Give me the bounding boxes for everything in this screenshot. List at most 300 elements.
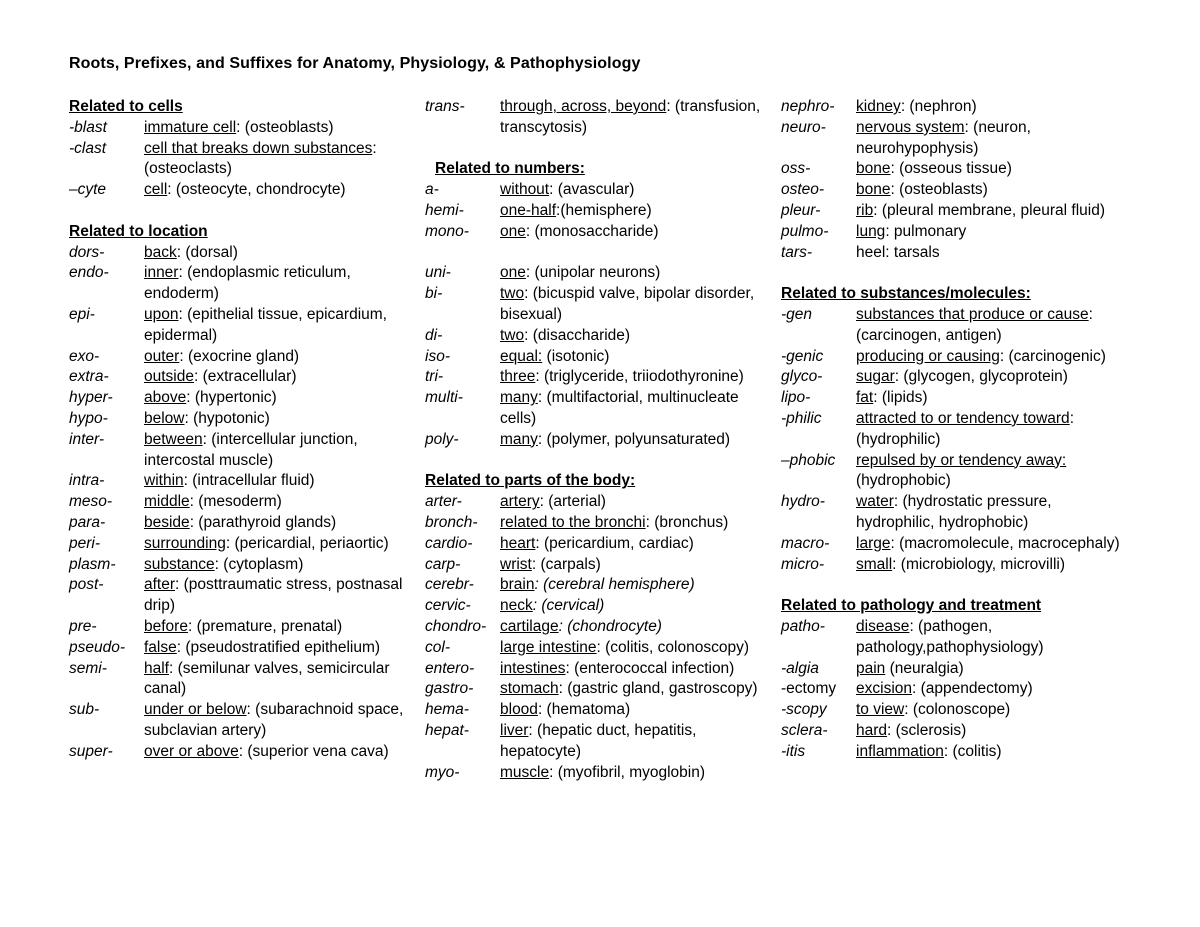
- entry-definition: [144, 347, 414, 368]
- entry-term: cardio-: [425, 534, 473, 552]
- glossary-entry: [425, 763, 777, 784]
- glossary-entry: [69, 555, 414, 576]
- entry-definition: [500, 222, 777, 243]
- glossary-entry: [781, 159, 1126, 180]
- definition-example: : (transfusion, transcytosis): [500, 98, 761, 136]
- entry-term: hyper-: [69, 389, 113, 407]
- entry-definition: [144, 409, 414, 430]
- entry-term: hepat-: [425, 721, 469, 739]
- glossary-entry: [781, 451, 1126, 493]
- entry-definition: [144, 263, 414, 305]
- entry-definition: [856, 451, 1126, 493]
- entry-term: exo-: [69, 347, 100, 365]
- definition-example: : (posttraumatic stress, postnasal drip): [144, 576, 403, 615]
- entry-definition: [856, 409, 1126, 451]
- entry-definition: [500, 513, 777, 534]
- entry-term: epi-: [69, 305, 95, 323]
- definition-example: : (triglyceride, triiodothyronine): [535, 368, 744, 386]
- definition-meaning: many: [500, 389, 538, 407]
- glossary-entry: [425, 721, 777, 763]
- glossary-entry: [781, 679, 1126, 700]
- definition-example: : (myofibril, myoglobin): [549, 763, 706, 781]
- entry-definition: [856, 659, 1126, 680]
- definition-example: : (osteocyte, chondrocyte): [167, 181, 346, 199]
- definition-example: : (arterial): [539, 493, 606, 511]
- definition-example: : (semilunar valves, semicircular canal): [144, 659, 390, 698]
- entry-definition: [500, 284, 777, 326]
- definition-example: : (sclerosis): [887, 721, 967, 739]
- entry-term: uni-: [425, 264, 451, 282]
- definition-meaning: nervous system: [856, 118, 965, 136]
- entry-definition: [144, 180, 414, 201]
- definition-example: : (multifactorial, multinucleate cells): [500, 389, 739, 427]
- entry-definition: [856, 159, 1126, 180]
- glossary-entry: [69, 367, 414, 388]
- spacer: [425, 139, 777, 160]
- entry-definition: [144, 492, 414, 513]
- definition-example: : (premature, prenatal): [187, 617, 343, 635]
- section-heading: Related to parts of the body:: [425, 472, 636, 490]
- glossary-entry: [781, 700, 1126, 721]
- entry-definition: [144, 305, 414, 347]
- glossary-entry: [781, 243, 1126, 264]
- definition-meaning: over or above: [144, 742, 239, 760]
- definition-example: : (hematoma): [537, 701, 631, 719]
- entry-term: dors-: [69, 243, 105, 261]
- definition-meaning: outside: [144, 368, 194, 386]
- entry-term: -scopy: [781, 701, 827, 719]
- definition-meaning: lung: [856, 222, 886, 240]
- entry-term: -ectomy: [781, 680, 837, 698]
- glossary-entry: [69, 388, 414, 409]
- definition-example: : (colitis): [943, 742, 1002, 760]
- definition-meaning: stomach: [500, 680, 559, 698]
- glossary-entry: [425, 326, 777, 347]
- entry-term: meso-: [69, 493, 113, 511]
- entry-definition: [144, 513, 414, 534]
- definition-example: : (carcinogenic): [999, 347, 1106, 365]
- glossary-entry: [781, 555, 1126, 576]
- glossary-entry: [781, 201, 1126, 222]
- definition-meaning: inner: [144, 264, 179, 282]
- definition-meaning: related to the bronchi: [500, 513, 646, 531]
- glossary-entry: [425, 201, 777, 222]
- entry-term: -algia: [781, 659, 819, 677]
- entry-term: lipo-: [781, 389, 811, 407]
- glossary-entry: [69, 430, 414, 472]
- column-right: [781, 97, 1126, 763]
- glossary-entry: [781, 659, 1126, 680]
- definition-example: : (bicuspid valve, bipolar disorder, bisexual): [500, 285, 755, 323]
- definition-meaning: artery: [500, 493, 540, 511]
- glossary-entry: [69, 243, 414, 264]
- entry-term: carp-: [425, 555, 461, 573]
- entry-definition: [856, 201, 1126, 222]
- entry-definition: [856, 222, 1126, 243]
- entry-term: semi-: [69, 659, 107, 677]
- definition-meaning: immature cell: [144, 118, 237, 136]
- entry-term: col-: [425, 638, 450, 656]
- definition-example: : (dorsal): [176, 243, 238, 261]
- glossary-entry: [781, 534, 1126, 555]
- definition-example: heel: tarsals: [856, 243, 940, 261]
- glossary-entry: [69, 263, 414, 305]
- entry-definition: [856, 679, 1126, 700]
- definition-meaning: after: [144, 576, 176, 594]
- definition-example: : (enterococcal infection): [565, 659, 735, 677]
- entry-definition: [856, 243, 1126, 264]
- definition-meaning: within: [144, 472, 184, 490]
- definition-example: : (hypertonic): [186, 389, 277, 407]
- spacer: [781, 263, 1126, 284]
- entry-term: peri-: [69, 534, 101, 552]
- definition-meaning: rib: [856, 201, 874, 219]
- spacer: [69, 201, 414, 222]
- entry-term: multi-: [425, 389, 463, 407]
- section-heading: Related to cells: [69, 98, 183, 115]
- definition-example: (neuralgia): [885, 659, 964, 677]
- entry-term: hemi-: [425, 201, 464, 219]
- entry-term: intra-: [69, 472, 105, 490]
- definition-example: : (hepatic duct, hepatitis, hepatocyte): [500, 721, 697, 760]
- entry-term: bronch-: [425, 513, 478, 531]
- entry-term: –phobic: [781, 451, 836, 469]
- entry-definition: [500, 180, 777, 201]
- entry-definition: [500, 596, 777, 617]
- definition-meaning: pain: [856, 659, 886, 677]
- definition-example: : (gastric gland, gastroscopy): [558, 680, 758, 698]
- entry-definition: [500, 492, 777, 513]
- entry-term: hema-: [425, 701, 469, 719]
- glossary-entry: [425, 617, 777, 638]
- definition-example: : (pericardial, periaortic): [225, 534, 389, 552]
- definition-meaning: substance: [144, 555, 215, 573]
- entry-term: nephro-: [781, 98, 835, 115]
- glossary-entry: [69, 513, 414, 534]
- entry-term: extra-: [69, 368, 109, 386]
- glossary-entry: [425, 575, 777, 596]
- definition-meaning: outer: [144, 347, 180, 365]
- glossary-entry: [781, 492, 1126, 534]
- definition-meaning: small: [856, 555, 893, 573]
- entry-definition: [500, 97, 777, 139]
- entry-term: pleur-: [781, 201, 821, 219]
- entry-definition: [144, 118, 414, 139]
- definition-example: : (osseous tissue): [890, 160, 1012, 178]
- definition-example: : (monosaccharide): [525, 222, 659, 240]
- entry-definition: [144, 430, 414, 472]
- glossary-entry: [425, 367, 777, 388]
- definition-example: : (parathyroid glands): [189, 513, 337, 531]
- entry-definition: [144, 659, 414, 701]
- definition-example: : (osteoclasts): [144, 139, 377, 178]
- entry-term: pseudo-: [69, 638, 126, 656]
- entry-definition: [500, 700, 777, 721]
- section-heading: Related to substances/molecules:: [781, 285, 1031, 303]
- definition-meaning: without: [500, 181, 550, 199]
- entry-term: di-: [425, 326, 443, 344]
- definition-meaning: one: [500, 222, 526, 240]
- glossary-entry: [425, 638, 777, 659]
- column-left: [69, 97, 414, 763]
- glossary-entry: [69, 742, 414, 763]
- entry-term: poly-: [425, 430, 459, 448]
- entry-definition: [856, 118, 1126, 160]
- entry-term: osteo-: [781, 181, 825, 199]
- entry-term: a-: [425, 181, 439, 199]
- definition-example: : (endoplasmic reticulum, endoderm): [144, 264, 351, 303]
- definition-example: : (disaccharide): [524, 326, 631, 344]
- column-middle: [425, 97, 777, 783]
- glossary-entry: [425, 97, 777, 139]
- entry-term: pre-: [69, 617, 97, 635]
- entry-definition: [500, 763, 777, 784]
- glossary-entry: [425, 284, 777, 326]
- definition-example: : (pericardium, cardiac): [535, 534, 694, 552]
- glossary-entry: [425, 700, 777, 721]
- definition-meaning: through, across, beyond: [500, 98, 667, 115]
- glossary-entry: [781, 222, 1126, 243]
- entry-term: macro-: [781, 534, 830, 552]
- glossary-entry: [425, 659, 777, 680]
- definition-example: : (macromolecule, macrocephaly): [890, 534, 1120, 552]
- entry-definition: [856, 388, 1126, 409]
- definition-meaning: three: [500, 368, 536, 386]
- definition-meaning: water: [856, 493, 894, 511]
- section-heading: Related to numbers:: [435, 160, 585, 178]
- entry-term: -clast: [69, 139, 107, 157]
- entry-term: -gen: [781, 305, 813, 323]
- definition-meaning: disease: [856, 617, 910, 635]
- definition-meaning: between: [144, 430, 203, 448]
- entry-definition: [500, 263, 777, 284]
- entry-term: endo-: [69, 264, 109, 282]
- glossary-entry: [781, 180, 1126, 201]
- definition-example: : (cerebral hemisphere): [534, 576, 695, 594]
- definition-meaning: one: [500, 264, 526, 282]
- entry-term: -itis: [781, 742, 806, 760]
- definition-meaning: above: [144, 389, 187, 407]
- definition-example: : (hypotonic): [184, 409, 270, 427]
- definition-meaning: attracted to or tendency toward: [856, 409, 1070, 427]
- definition-meaning: large: [856, 534, 891, 552]
- entry-term: post-: [69, 576, 104, 594]
- entry-term: bi-: [425, 285, 443, 303]
- definition-example: : (hydrostatic pressure, hydrophilic, hydrophobic): [856, 493, 1052, 531]
- definition-meaning: intestines: [500, 659, 566, 677]
- definition-example: : (polymer, polyunsaturated): [537, 430, 731, 448]
- entry-term: chondro-: [425, 617, 487, 635]
- definition-example: : (pathogen, pathology,pathophysiology): [856, 617, 1044, 656]
- definition-meaning: sugar: [856, 368, 895, 386]
- definition-meaning: large intestine: [500, 638, 597, 656]
- definition-example: (hydrophobic): [856, 472, 951, 490]
- definition-meaning: under or below: [144, 701, 247, 719]
- definition-example: : (osteoblasts): [890, 181, 988, 199]
- definition-example: : (microbiology, microvilli): [892, 555, 1065, 573]
- glossary-entry: [781, 118, 1126, 160]
- glossary-entry: [69, 575, 414, 617]
- definition-meaning: back: [144, 243, 177, 261]
- definition-example: : (pleural membrane, pleural fluid): [873, 201, 1105, 219]
- definition-meaning: repulsed by or tendency away:: [856, 451, 1067, 469]
- definition-meaning: cell that breaks down substances: [144, 139, 373, 157]
- glossary-entry: [425, 513, 777, 534]
- entry-definition: [144, 471, 414, 492]
- definition-meaning: half: [144, 659, 169, 677]
- section-heading: Related to pathology and treatment: [781, 597, 1042, 615]
- glossary-entry: [425, 388, 777, 430]
- entry-term: gastro-: [425, 680, 474, 698]
- page-title: Roots, Prefixes, and Suffixes for Anatomy, Physiology, & Pathophysiology: [69, 55, 641, 72]
- entry-term: tri-: [425, 368, 444, 386]
- definition-example: : (unipolar neurons): [525, 264, 661, 282]
- entry-term: myo-: [425, 763, 460, 781]
- glossary-entry: [69, 471, 414, 492]
- entry-definition: [856, 367, 1126, 388]
- definition-meaning: excision: [856, 680, 912, 698]
- glossary-entry: [69, 659, 414, 701]
- definition-meaning: one-half: [500, 201, 557, 219]
- glossary-entry: [69, 492, 414, 513]
- entry-term: patho-: [781, 617, 825, 635]
- glossary-entry: [425, 534, 777, 555]
- definition-meaning: hard: [856, 721, 888, 739]
- definition-meaning: to view: [856, 701, 905, 719]
- entry-term: tars-: [781, 243, 812, 261]
- definition-meaning: many: [500, 430, 538, 448]
- entry-term: sub-: [69, 701, 100, 719]
- glossary-entry: [781, 721, 1126, 742]
- spacer: [781, 575, 1126, 596]
- glossary-entry: [781, 367, 1126, 388]
- entry-term: cervic-: [425, 597, 471, 615]
- definition-example: : (avascular): [549, 181, 635, 199]
- definition-example: : (hydrophilic): [856, 409, 1074, 448]
- definition-meaning: heart: [500, 534, 536, 552]
- definition-example: : (cytoplasm): [214, 555, 304, 573]
- entry-term: neuro-: [781, 118, 826, 136]
- entry-definition: [144, 388, 414, 409]
- glossary-entry: [781, 409, 1126, 451]
- spacer: [425, 243, 777, 264]
- entry-definition: [500, 347, 777, 368]
- definition-example: : (osteoblasts): [236, 118, 334, 136]
- entry-definition: [144, 638, 414, 659]
- definition-example: : (exocrine gland): [179, 347, 300, 365]
- entry-term: hypo-: [69, 409, 108, 427]
- entry-term: glyco-: [781, 368, 823, 386]
- entry-definition: [856, 97, 1126, 118]
- glossary-entry: [69, 305, 414, 347]
- definition-meaning: beside: [144, 513, 190, 531]
- entry-definition: [500, 367, 777, 388]
- definition-example: : (epithelial tissue, epicardium, epidermal): [144, 305, 387, 344]
- entry-definition: [144, 617, 414, 638]
- entry-definition: [856, 742, 1126, 763]
- definition-example: : (appendectomy): [912, 680, 1033, 698]
- entry-definition: [500, 721, 777, 763]
- definition-meaning: before: [144, 617, 188, 635]
- glossary-entry: [425, 596, 777, 617]
- definition-meaning: upon: [144, 305, 179, 323]
- entry-term: mono-: [425, 222, 469, 240]
- definition-meaning: cell: [144, 181, 168, 199]
- entry-definition: [500, 617, 777, 638]
- entry-definition: [500, 534, 777, 555]
- glossary-entry: [781, 617, 1126, 659]
- definition-meaning: bone: [856, 181, 891, 199]
- entry-term: iso-: [425, 347, 450, 365]
- entry-definition: [856, 347, 1126, 368]
- definition-example: : (mesoderm): [189, 493, 282, 511]
- definition-meaning: fat: [856, 389, 874, 407]
- definition-meaning: equal:: [500, 347, 543, 365]
- definition-example: : (subarachnoid space, subclavian artery): [144, 701, 404, 739]
- definition-meaning: false: [144, 638, 177, 656]
- definition-meaning: below: [144, 409, 185, 427]
- entry-definition: [144, 534, 414, 555]
- entry-definition: [856, 180, 1126, 201]
- glossary-entry: [425, 347, 777, 368]
- definition-meaning: inflammation: [856, 742, 944, 760]
- entry-definition: [144, 555, 414, 576]
- definition-example: : (colonoscope): [904, 701, 1011, 719]
- definition-meaning: producing or causing: [856, 347, 1000, 365]
- entry-definition: [500, 575, 777, 596]
- entry-definition: [144, 367, 414, 388]
- entry-definition: [144, 742, 414, 763]
- glossary-entry: [69, 409, 414, 430]
- definition-example: : (neuron, neurohypophysis): [856, 118, 1031, 157]
- glossary-entry: [781, 305, 1126, 347]
- glossary-entry: [69, 534, 414, 555]
- glossary-entry: [425, 263, 777, 284]
- entry-definition: [500, 555, 777, 576]
- entry-term: –cyte: [69, 181, 107, 199]
- entry-definition: [856, 305, 1126, 347]
- definition-meaning: bone: [856, 160, 891, 178]
- entry-definition: [500, 388, 777, 430]
- definition-meaning: cartilage: [500, 617, 559, 635]
- spacer: [425, 451, 777, 472]
- definition-meaning: kidney: [856, 98, 901, 115]
- entry-term: micro-: [781, 555, 825, 573]
- definition-meaning: wrist: [500, 555, 532, 573]
- definition-meaning: middle: [144, 493, 190, 511]
- entry-definition: [856, 617, 1126, 659]
- glossary-entry: [425, 430, 777, 451]
- definition-example: : (colitis, colonoscopy): [596, 638, 749, 656]
- definition-example: : (glycogen, glycoprotein): [894, 368, 1068, 386]
- definition-example: : (superior vena cava): [238, 742, 389, 760]
- definition-meaning: two: [500, 326, 525, 344]
- definition-example: : (pseudostratified epithelium): [176, 638, 381, 656]
- entry-definition: [500, 679, 777, 700]
- entry-term: trans-: [425, 98, 465, 115]
- definition-example: : (lipids): [873, 389, 928, 407]
- glossary-entry: [69, 700, 414, 742]
- glossary-entry: [781, 388, 1126, 409]
- entry-term: inter-: [69, 430, 105, 448]
- entry-term: para-: [69, 513, 106, 531]
- entry-term: super-: [69, 742, 113, 760]
- entry-term: entero-: [425, 659, 475, 677]
- entry-definition: [144, 243, 414, 264]
- glossary-entry: [781, 97, 1126, 118]
- definition-example: : (intercellular junction, intercostal muscle): [144, 430, 358, 469]
- section-heading: Related to location: [69, 222, 208, 240]
